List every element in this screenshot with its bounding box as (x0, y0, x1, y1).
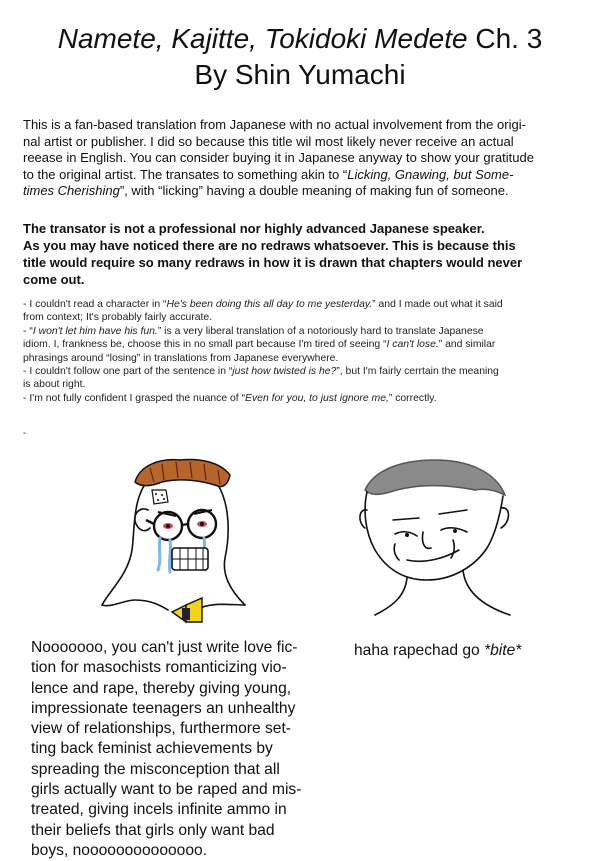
english-title-cont: times Cherishing (23, 183, 120, 198)
chad-caption: haha rapechad go *bite* (354, 642, 522, 659)
caption-line: tion for masochists romanticizing vio- (31, 659, 287, 677)
intro-paragraph (23, 117, 576, 200)
disclaimer-paragraph (23, 220, 576, 288)
intro-line: reease in English. You can consider buying it in Japanese anyway to show your gratitude (23, 150, 534, 165)
english-title: Licking, Gnawing, but Some- (347, 166, 514, 182)
disclaimer-line: title would require so many redraws in how it is drawn that chapters would never (23, 255, 523, 270)
caption-line: treated, giving incels infinite ammo in (31, 801, 287, 819)
caption-line: lence and rape, thereby giving young, (31, 679, 292, 697)
separator-dash: - (23, 428, 27, 439)
note-line: phrasings around “losing” in translations from Japanese everywhere. (23, 352, 339, 364)
note-line: - “I won't let him have his fun.” is a very liberal translation of a notoriously hard to translate Japanese (23, 325, 484, 337)
caption-line: Nooooooo, you can't just write love fic- (31, 639, 298, 656)
disclaimer-line: As you may have noticed there are no redraws whatsoever. This is because this (23, 238, 516, 253)
manga-title: Namete, Kajitte, Tokidoki Medete (57, 23, 468, 54)
caption-line: view of relationships, furthermore set- (31, 720, 291, 738)
note-line: - I'm not fully confident I grasped the nuance of “Even for you, to just ignore me,” correctly. (23, 392, 437, 404)
crying-nerd-drawing (80, 440, 280, 630)
note-line: from context; It's probably fairly accurate. (23, 312, 213, 324)
caption-line: their beliefs that girls only want bad (31, 821, 275, 839)
bite-text: *bite* (484, 642, 522, 659)
caption-line: boys, noooooooooooooo. (31, 841, 208, 859)
note-line: - I couldn't follow one part of the sentence in “just how twisted is he?”, but I'm fairly cerrtain the meaning (23, 366, 499, 378)
intro-line: This is a fan-based translation from Japanese with no actual involvement from the origi- (23, 117, 526, 132)
byline: By Shin Yumachi (194, 59, 406, 90)
smug-guy-drawing (335, 440, 530, 620)
note-line: idiom. I, frankness be, choose this in no small part because I'm tired of seeing “I can't lose.” and similar (23, 339, 496, 351)
intro-line: nal artist or publisher. I did so because this title wil most likely never receive an actual (23, 133, 514, 149)
translator-notes (23, 298, 583, 405)
caption-line: ting back feminist achievements by (31, 740, 273, 758)
caption-line: impressionate teenagers an unhealthy (31, 699, 296, 717)
chapter-label: Ch. 3 (475, 23, 543, 54)
intro-line: to the original artist. The transates to something akin to “Licking, Gnawing, but Some- (23, 166, 514, 182)
disclaimer-line: come out. (23, 272, 85, 287)
nooo-caption (31, 638, 316, 861)
caption-line: spreading the misconception that all (31, 760, 280, 778)
intro-line: times Cherishing”, with “licking” having a double meaning of making fun of someone. (23, 183, 509, 198)
disclaimer-line: The transator is not a professional nor highly advanced Japanese speaker. (23, 221, 485, 236)
note-line: is about right. (23, 379, 86, 391)
caption-line: girls actually want to be raped and mis- (31, 781, 302, 799)
note-line: - I couldn't read a character in “He's been doing this all day to me yesterday.” and I made out what it said (23, 299, 503, 310)
page-title (0, 22, 600, 56)
